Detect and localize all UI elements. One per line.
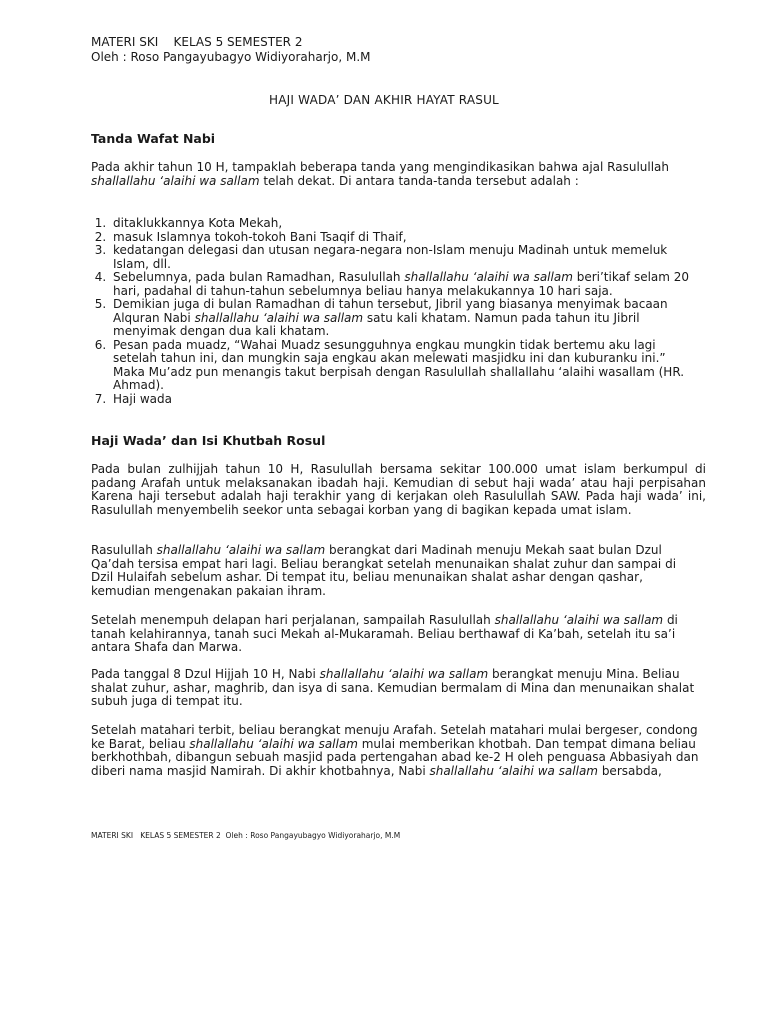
list-item: 2. masuk Islamnya tokoh-tokoh Bani Tsaqif di Thaif,	[110, 231, 700, 245]
section-heading-tanda-wafat: Tanda Wafat Nabi	[91, 131, 216, 146]
signs-list	[91, 217, 700, 406]
header-author-line: Oleh : Roso Pangayubagyo Widiyoraharjo, M.M	[91, 50, 371, 64]
list-item: 7. Haji wada	[110, 393, 700, 407]
paragraph-departure: Rasulullah shallallahu ‘alaihi wa sallam berangkat dari Madinah menuju Mekah saat bulan Dzul Qa’dah tersisa empat hari lagi. Beliau berangkat setelah menunaikan shalat zuhur dan sampai di Dzil Hulaifah sebelum ashar. Di tempat itu, beliau menunaikan shalat ashar dengan qashar, kemudian mengenakan pakaian ihram.	[91, 543, 677, 598]
header-subject-line: MATERI SKI KELAS 5 SEMESTER 2	[91, 35, 303, 49]
list-item: 5. Demikian juga di bulan Ramadhan di tahun tersebut, Jibril yang biasanya menyimak bacaan Alquran Nabi shallallahu ‘alaihi wa sallam satu kali khatam. Namun pada tahun itu Jibril menyimak dengan dua kali khatam.	[110, 298, 700, 339]
page-header	[91, 35, 371, 65]
paragraph-haji-wada: Pada bulan zulhijjah tahun 10 H, Rasulullah bersama sekitar 100.000 umat islam berkumpul di padang Arafah untuk melaksanakan ibadah haji. Kemudian di sebut haji wada’ atau haji perpisahan Karena haji tersebut adalah haji terakhir yang di kerjakan oleh Rasulullah SAW. Pada haji wada’ ini, Rasulullah menyembelih seekor unta sebagai korban yang di bagikan kepada umat islam.	[91, 462, 706, 517]
paragraph-arafah: Setelah matahari terbit, beliau berangkat menuju Arafah. Setelah matahari mulai bergeser, condong ke Barat, beliau shallallahu ‘alaihi wa sallam mulai memberikan khotbah. Dan tempat dimana beliau berkhothbah, dibangun sebuah masjid pada pertengahan abad ke-2 H oleh penguasa Abbasiyah dan diberi nama masjid Namirah. Di akhir khotbahnya, Nabi shallallahu ‘alaihi wa sallam bersabda,	[91, 723, 699, 778]
paragraph-mina: Pada tanggal 8 Dzul Hijjah 10 H, Nabi shallallahu ‘alaihi wa sallam berangkat menuju Mina. Beliau shalat zuhur, ashar, maghrib, dan isya di sana. Kemudian bermalam di Mina dan menunaikan shalat subuh juga di tempat itu.	[91, 667, 695, 708]
page-footer: MATERI SKI KELAS 5 SEMESTER 2 Oleh : Roso Pangayubagyo Widiyoraharjo, M.M	[91, 831, 401, 840]
section-heading-haji-wada: Haji Wada’ dan Isi Khutbah Rosul	[91, 433, 326, 448]
paragraph-arrival-mecca: Setelah menempuh delapan hari perjalanan, sampailah Rasulullah shallallahu ‘alaihi wa sallam di tanah kelahirannya, tanah suci Mekah al-Mukaramah. Beliau berthawaf di Ka’bah, setelah itu sa’i antara Shafa dan Marwa.	[91, 613, 678, 654]
list-item: 1. ditaklukkannya Kota Mekah,	[110, 217, 700, 231]
document-title: HAJI WADA’ DAN AKHIR HAYAT RASUL	[269, 93, 499, 107]
intro-paragraph: Pada akhir tahun 10 H, tampaklah beberapa tanda yang mengindikasikan bahwa ajal Rasulullah shallallahu ‘alaihi wa sallam telah dekat. Di antara tanda-tanda tersebut adalah :	[91, 160, 670, 188]
list-item: 3. kedatangan delegasi dan utusan negara-negara non-Islam menuju Madinah untuk memeluk Islam, dll.	[110, 244, 700, 271]
list-item: 4. Sebelumnya, pada bulan Ramadhan, Rasulullah shallallahu ‘alaihi wa sallam beri’tikaf selam 20 hari, padahal di tahun-tahun sebelumnya beliau hanya melakukannya 10 hari saja.	[110, 271, 700, 298]
list-item: 6. Pesan pada muadz, “Wahai Muadz sesungguhnya engkau mungkin tidak bertemu aku lagi setelah tahun ini, dan mungkin saja engkau akan melewati masjidku ini dan kuburanku ini.” Maka Mu’adz pun menangis takut berpisah dengan Rasulullah shallallahu ‘alaihi wasallam (HR. Ahmad).	[110, 339, 700, 393]
